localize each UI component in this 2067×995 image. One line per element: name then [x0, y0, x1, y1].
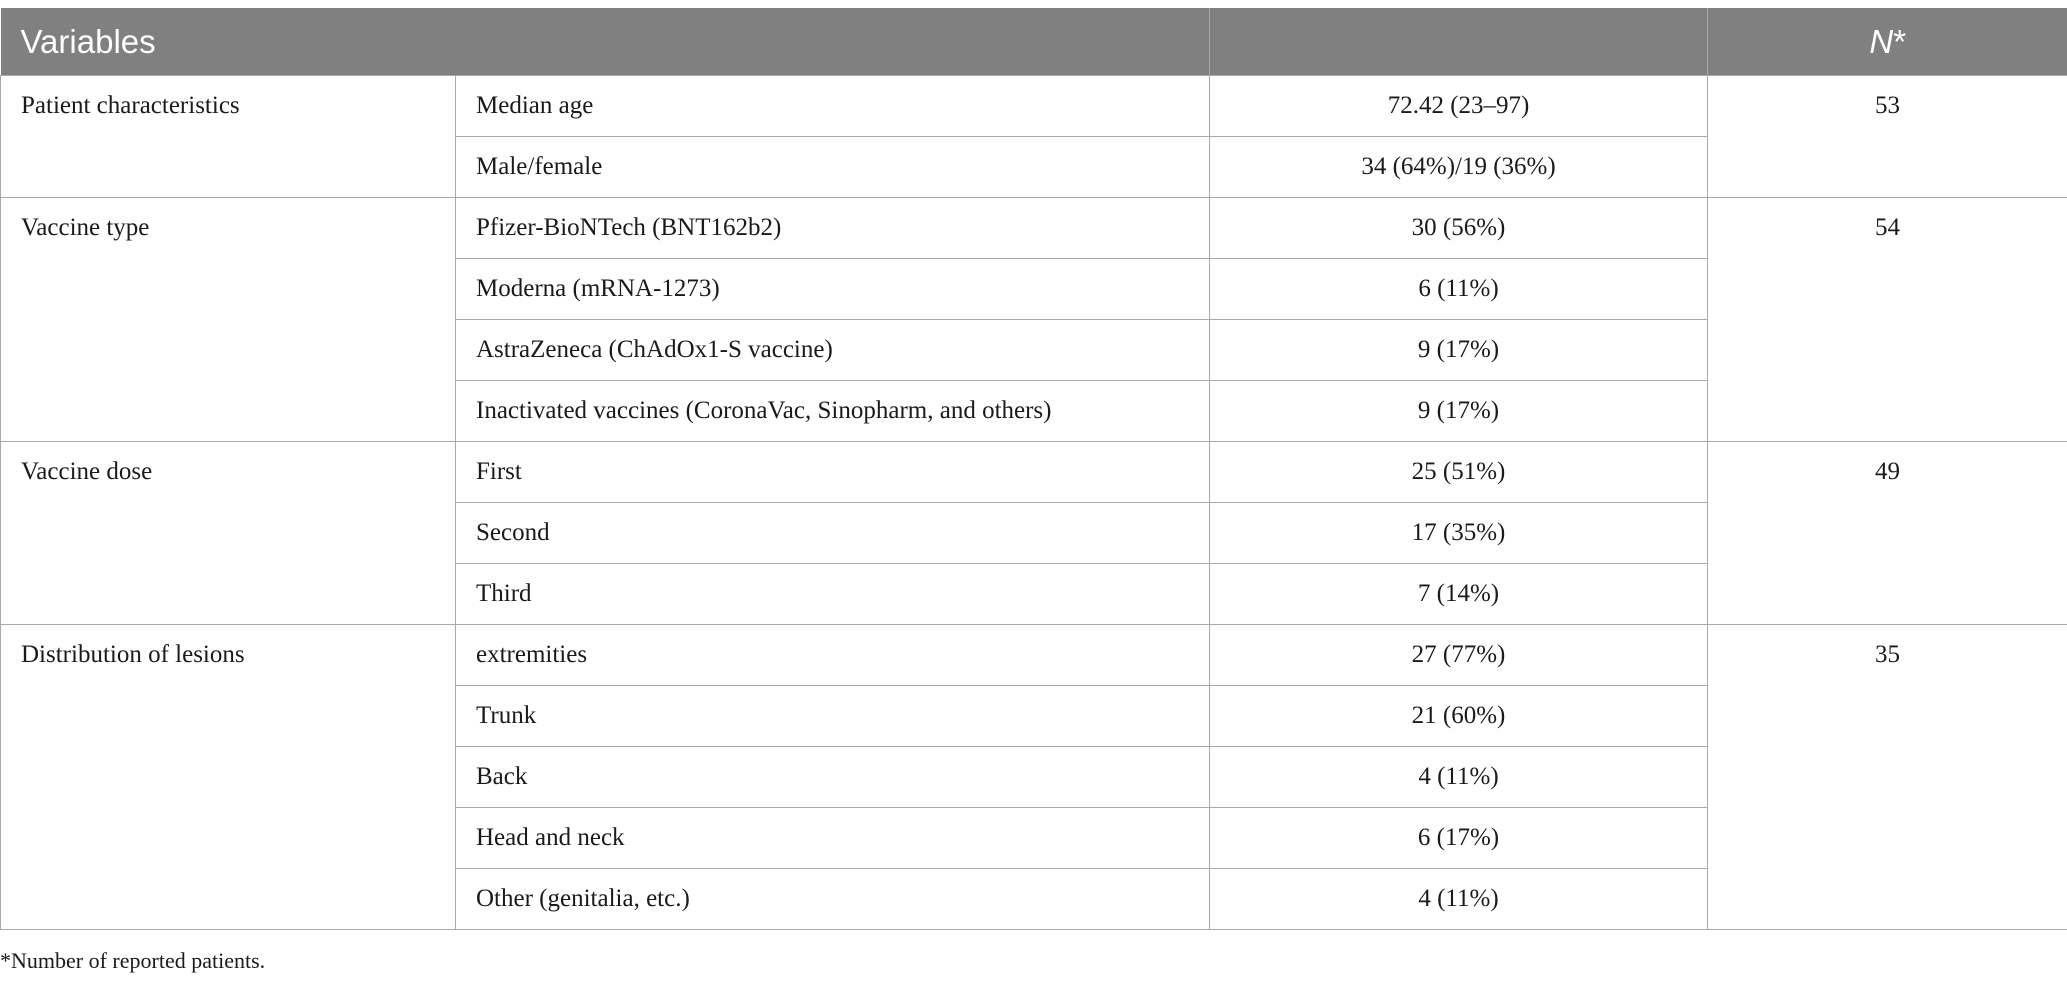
- row-label: Head and neck: [456, 808, 1210, 869]
- row-label: Moderna (mRNA-1273): [456, 259, 1210, 320]
- row-value: 7 (14%): [1210, 564, 1708, 625]
- row-label: First: [456, 442, 1210, 503]
- row-label: Inactivated vaccines (CoronaVac, Sinopharm, and others): [456, 381, 1210, 442]
- table-row: [1, 442, 2067, 503]
- row-value: 4 (11%): [1210, 747, 1708, 808]
- row-value: 21 (60%): [1210, 686, 1708, 747]
- group-label: Vaccine type: [1, 198, 456, 442]
- row-value: 72.42 (23–97): [1210, 76, 1708, 137]
- row-value: 9 (17%): [1210, 320, 1708, 381]
- header-blank: [1210, 8, 1708, 76]
- row-label: Second: [456, 503, 1210, 564]
- group-n: 54: [1708, 198, 2067, 442]
- row-value: 6 (17%): [1210, 808, 1708, 869]
- table-row: [1, 198, 2067, 259]
- row-label: extremities: [456, 625, 1210, 686]
- row-value: 30 (56%): [1210, 198, 1708, 259]
- row-value: 34 (64%)/19 (36%): [1210, 137, 1708, 198]
- row-value: 9 (17%): [1210, 381, 1708, 442]
- table-row: [1, 76, 2067, 137]
- group-label: Vaccine dose: [1, 442, 456, 625]
- row-label: AstraZeneca (ChAdOx1-S vaccine): [456, 320, 1210, 381]
- row-value: 25 (51%): [1210, 442, 1708, 503]
- row-label: Median age: [456, 76, 1210, 137]
- row-value: 6 (11%): [1210, 259, 1708, 320]
- header-variables: Variables: [1, 8, 1210, 76]
- table-footnote: *Number of reported patients.: [0, 948, 266, 973]
- header-n-star: *: [1893, 22, 1907, 60]
- row-label: Other (genitalia, etc.): [456, 869, 1210, 930]
- row-label: Pfizer-BioNTech (BNT162b2): [456, 198, 1210, 259]
- header-row: [1, 8, 2067, 76]
- group-n: 49: [1708, 442, 2067, 625]
- group-n: 53: [1708, 76, 2067, 198]
- row-label: Third: [456, 564, 1210, 625]
- row-label: Male/female: [456, 137, 1210, 198]
- group-n: 35: [1708, 625, 2067, 930]
- table-row: [1, 625, 2067, 686]
- header-n: [1708, 8, 2067, 76]
- row-value: 4 (11%): [1210, 869, 1708, 930]
- group-label: Patient characteristics: [1, 76, 456, 198]
- row-value: 27 (77%): [1210, 625, 1708, 686]
- group-label: Distribution of lesions: [1, 625, 456, 930]
- results-table-container: [0, 8, 2067, 930]
- row-label: Trunk: [456, 686, 1210, 747]
- results-table: [0, 8, 2067, 930]
- row-value: 17 (35%): [1210, 503, 1708, 564]
- header-n-letter: N: [1869, 22, 1894, 60]
- row-label: Back: [456, 747, 1210, 808]
